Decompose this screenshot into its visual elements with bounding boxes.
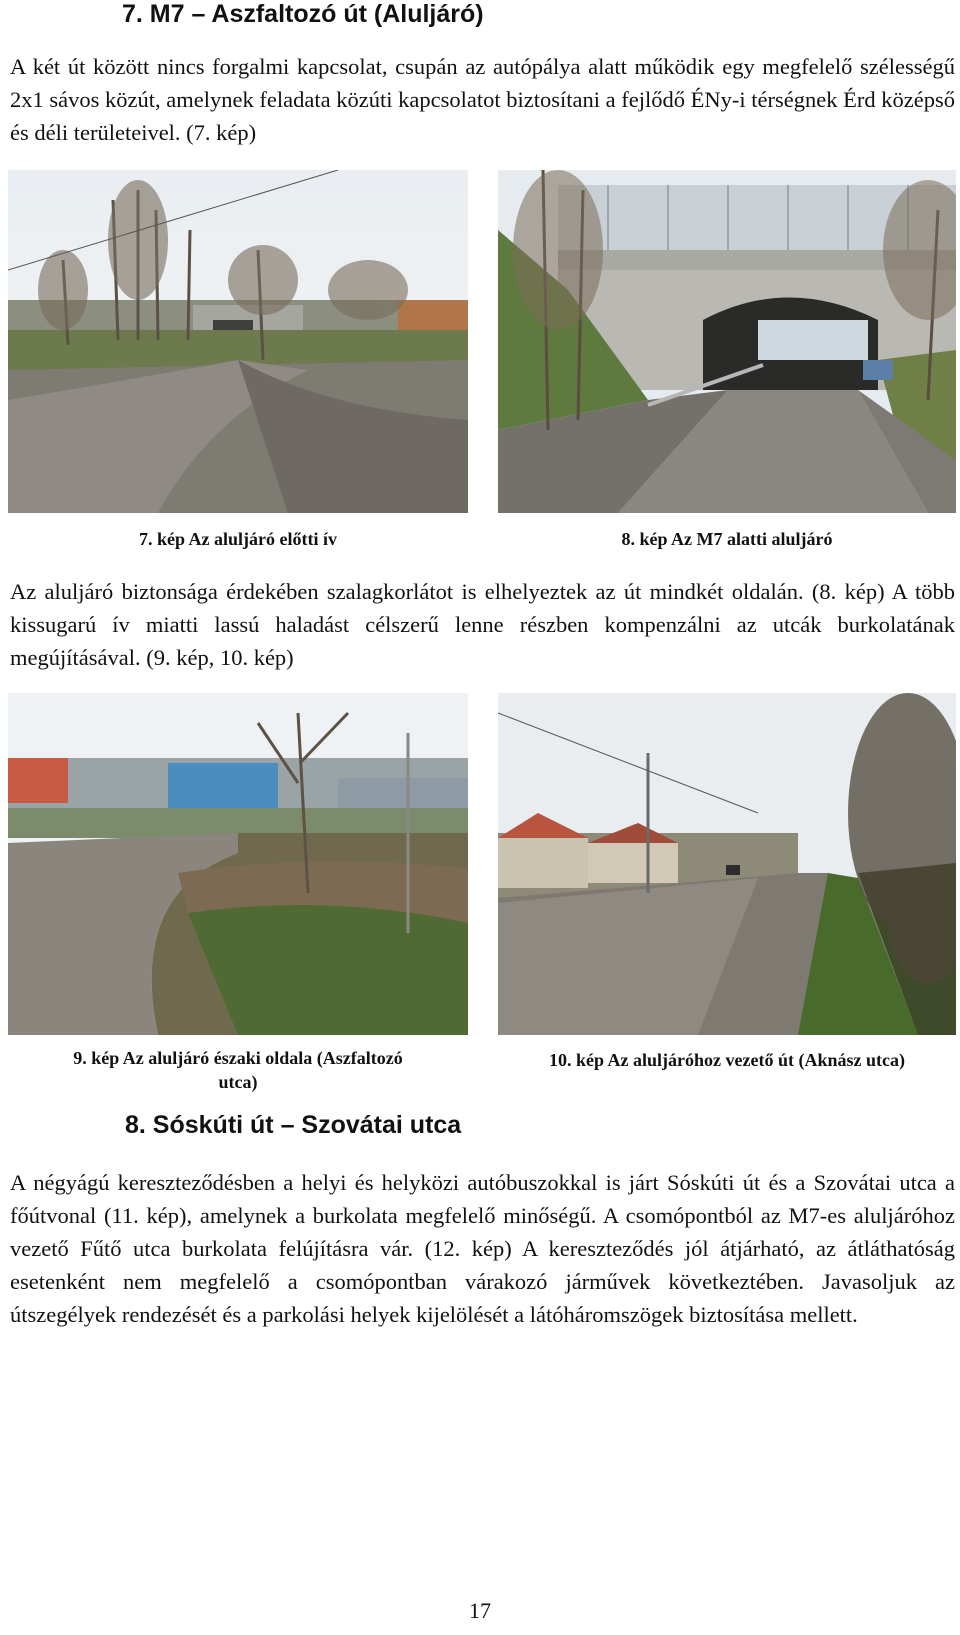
caption-photo-9: 9. kép Az aluljáró északi oldala (Aszfaltozó utca) <box>73 1048 403 1092</box>
caption-photo-8: 8. kép Az M7 alatti aluljáró <box>621 529 833 549</box>
photo-aknasz-street <box>498 693 956 1035</box>
caption-photo-7: 7. kép Az aluljáró előtti ív <box>139 529 337 549</box>
section-7-paragraph-1: A két út között nincs forgalmi kapcsolat, csupán az autópálya alatt működik egy megfelelő szélességű 2x1 sávos közút, amelynek feladata közúti kapcsolatot biztosítani a fejlődő ÉNy-i térségnek Érd középső és déli területeivel. (7. kép) <box>10 54 955 145</box>
section-8-paragraph: A négyágú kereszteződésben a helyi és helyközi autóbuszokkal is járt Sóskúti út és a Szovátai utca a főútvonal (11. kép), amelynek a burkolata megfelelő minőségű. A csomópontból az M7-es aluljáróhoz vezető Fűtő utca burkolata felújításra vár. (12. kép) A kereszteződés jól átjárható, az átláthatóság esetenként nem megfelelő a csomópontban várakozó járművek következtében. Javasoljuk az útszegélyek rendezését és a parkolási helyek kijelölését a látóháromszögek biztosítása mellett. <box>10 1170 955 1327</box>
caption-photo-10: 10. kép Az aluljáróhoz vezető út (Aknász utca) <box>549 1050 905 1070</box>
photo-m7-underpass <box>498 170 956 513</box>
section-8-heading: 8. Sóskúti út – Szovátai utca <box>125 1111 462 1139</box>
photo-underpass-north-side <box>8 693 468 1035</box>
page-number: 17 <box>469 1598 491 1623</box>
section-7-paragraph-2: Az aluljáró biztonsága érdekében szalagkorlátot is elhelyeztek az út mindkét oldalán. (8. kép) A több kissugarú ív miatti lassú haladást célszerű lenne részben kompenzálni az utcák burkolatának megújításával. (9. kép, 10. kép) <box>10 579 955 670</box>
section-7-heading: 7. M7 – Aszfaltozó út (Aluljáró) <box>122 0 484 28</box>
photo-underpass-curve <box>8 170 468 513</box>
